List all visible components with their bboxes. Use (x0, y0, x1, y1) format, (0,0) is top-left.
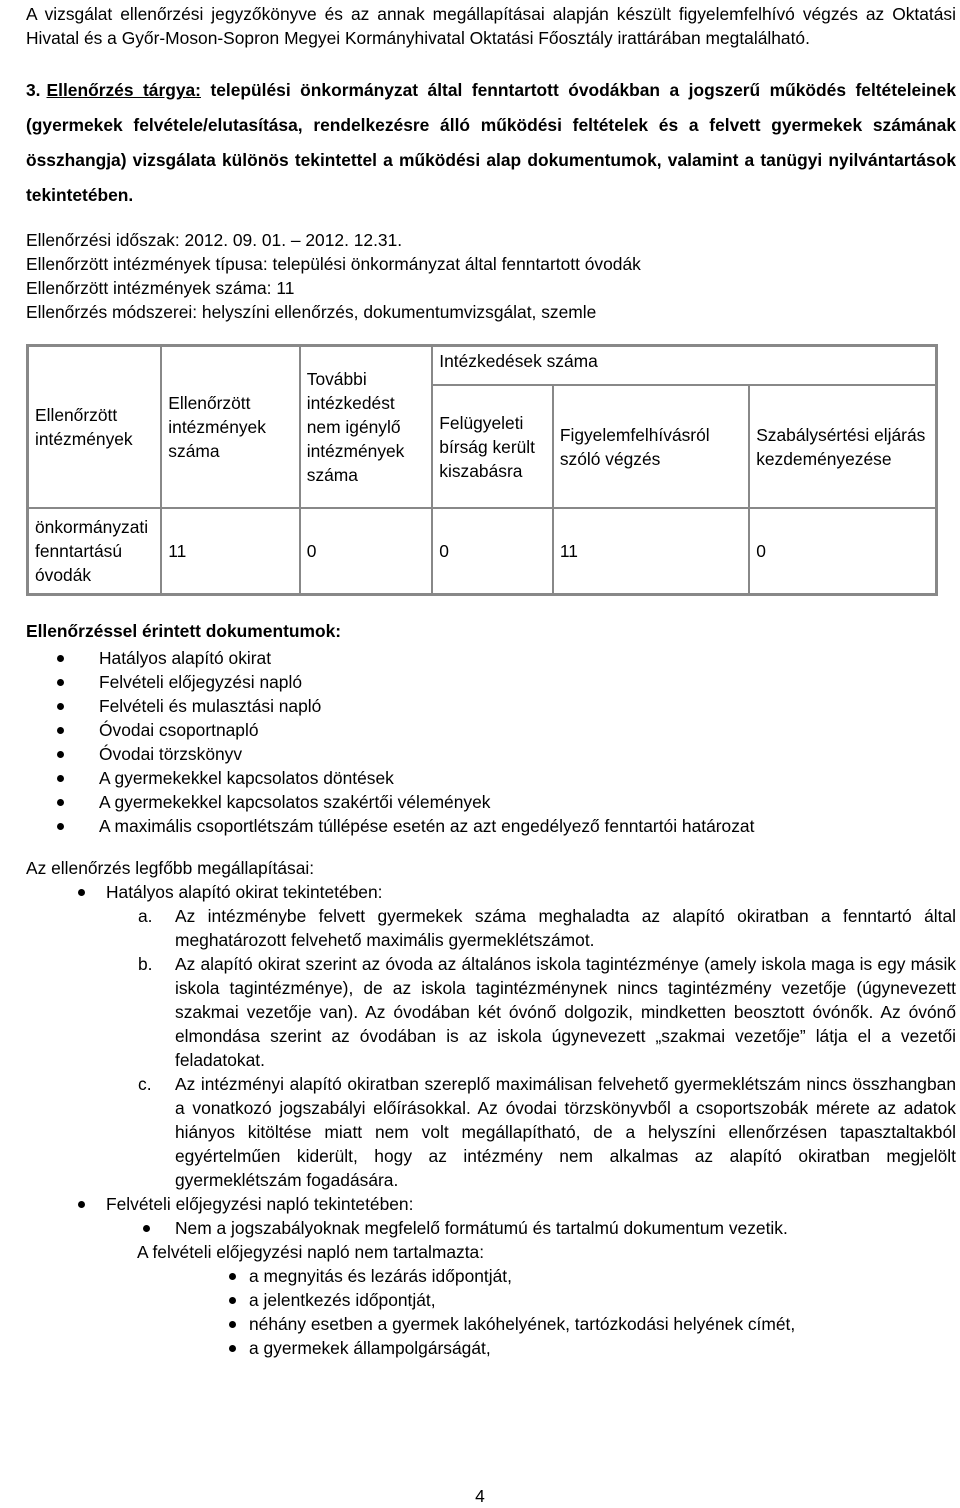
list-item: Felvételi és mulasztási napló (26, 694, 956, 718)
list-item: a jelentkezés időpontját, (26, 1288, 956, 1312)
header-institution-count: Ellenőrzött intézmények száma (161, 346, 299, 509)
meta-count: Ellenőrzött intézmények száma: 11 (26, 278, 295, 298)
cell-no-action-count: 0 (300, 508, 433, 594)
finding-item-c (26, 1072, 956, 1192)
subject-text: települési önkormányzat által fenntartott óvodákban a jogszerű működés feltételeinek (gyermekek felvétele/elutasítása, rendelkezésre álló működési feltételek és a felvett gyermekek számának összhangja) vizsgálata különös tekintettel a működési alap dokumentumok, valamint a tanügyi nyilvántartások tekintetében. (26, 80, 956, 205)
list-item: A gyermekekkel kapcsolatos döntések (26, 766, 956, 790)
inspection-meta (26, 228, 956, 324)
documents-heading: Ellenőrzéssel érintett dokumentumok: (26, 620, 342, 641)
finding-text: Az alapító okirat szerint az óvoda az általános iskola tagintézménye (amely iskola maga is egy másik iskola tagintézménye), de az iskola tagintézménynek nincs tagintézmény vezetője (úgynevezett szakmai vezetője van). Az óvodában két óvónő dolgozik, mindketten beosztott óvónők. Az óvónő elmondása szerint az óvodában is az iskola úgynevezett „szakmai vezetője” látja el a vezetői feladatokat. (175, 953, 956, 1070)
list-item: A gyermekekkel kapcsolatos szakértői vélemények (26, 790, 956, 814)
list-item: Óvodai csoportnapló (26, 718, 956, 742)
header-fine: Felügyeleti bírság került kiszabásra (432, 385, 553, 508)
header-institutions: Ellenőrzött intézmények (35, 405, 133, 449)
finding-marker: b. (138, 953, 153, 974)
findings-section-register: Felvételi előjegyzési napló tekintetében: (26, 1192, 956, 1216)
cell-warning: 11 (553, 508, 749, 594)
documents-list (26, 646, 956, 838)
finding-marker: c. (138, 1073, 152, 1094)
row-label: önkormányzati fenntartású óvodák (28, 508, 162, 594)
findings-heading: Az ellenőrzés legfőbb megállapításai: (26, 857, 315, 878)
cell-fine: 0 (432, 508, 553, 594)
list-item: a megnyitás és lezárás időpontját, (26, 1264, 956, 1288)
list-item: Felvételi előjegyzési napló (26, 670, 956, 694)
meta-methods: Ellenőrzés módszerei: helyszíni ellenőrzés, dokumentumvizsgálat, szemle (26, 302, 597, 322)
document-page (26, 0, 956, 1360)
list-item: a gyermekek állampolgárságát, (26, 1336, 956, 1360)
inspection-table (26, 344, 938, 596)
list-item: Óvodai törzskönyv (26, 742, 956, 766)
header-no-action-count: További intézkedést nem igénylő intézmények száma (300, 346, 433, 509)
subject-paragraph (26, 73, 956, 213)
header-misdemeanor: Szabálysértési eljárás kezdeményezése (749, 385, 936, 508)
finding-text: Az intézményi alapító okiratban szereplő maximálisan felvehető gyermeklétszám nincs összhangban a vonatkozó jogszabályi előírásokkal. Az óvodai törzskönyvből a csoportszobák mérete az adatok hiányos kitöltése miatt nem volt megállapítható, de a helyszíni ellenőrzésen tapasztaltakból egyértelműen kiderült, hogy az intézmény nem alkalmas az alapító okiratban megjelölt gyermeklétszám fogadására. (175, 1073, 956, 1190)
list-item: Hatályos alapító okirat (26, 646, 956, 670)
meta-type: Ellenőrzött intézmények típusa: települési önkormányzat által fenntartott óvodák (26, 254, 641, 274)
subject-number: 3. (26, 80, 41, 100)
page-number: 4 (475, 1486, 485, 1506)
register-bullet: Nem a jogszabályoknak megfelelő formátumú és tartalmú dokumentum vezetik. (26, 1216, 956, 1240)
list-item: A maximális csoportlétszám túllépése esetén az azt engedélyező fenntartói határozat (26, 814, 956, 838)
header-warning: Figyelemfelhívásról szóló végzés (553, 385, 749, 508)
findings-section-charter: Hatályos alapító okirat tekintetében: (26, 880, 956, 904)
finding-text: Az intézménybe felvett gyermekek száma meghaladta az alapító okiratban a fenntartó által meghatározott felvehető maximális gyermeklétszámot. (175, 905, 956, 950)
header-measures-group: Intézkedések száma (432, 346, 936, 386)
cell-institution-count: 11 (161, 508, 299, 594)
finding-marker: a. (138, 905, 153, 926)
meta-period: Ellenőrzési időszak: 2012. 09. 01. – 2012. 12.31. (26, 230, 403, 250)
subject-label: Ellenőrzés tárgya: (46, 80, 201, 100)
finding-item-b (26, 952, 956, 1072)
cell-misdemeanor: 0 (749, 508, 936, 594)
finding-item-a (26, 904, 956, 952)
register-note: A felvételi előjegyzési napló nem tartalmazta: (137, 1241, 485, 1262)
intro-paragraph: A vizsgálat ellenőrzési jegyzőkönyve és az annak megállapításai alapján készült figyelemfelhívó végzés az Oktatási Hivatal és a Győr-Moson-Sopron Megyei Kormányhivatal Oktatási Főosztály irattárában megtalálható. (26, 4, 956, 48)
list-item: néhány esetben a gyermek lakóhelyének, tartózkodási helyének címét, (26, 1312, 956, 1336)
